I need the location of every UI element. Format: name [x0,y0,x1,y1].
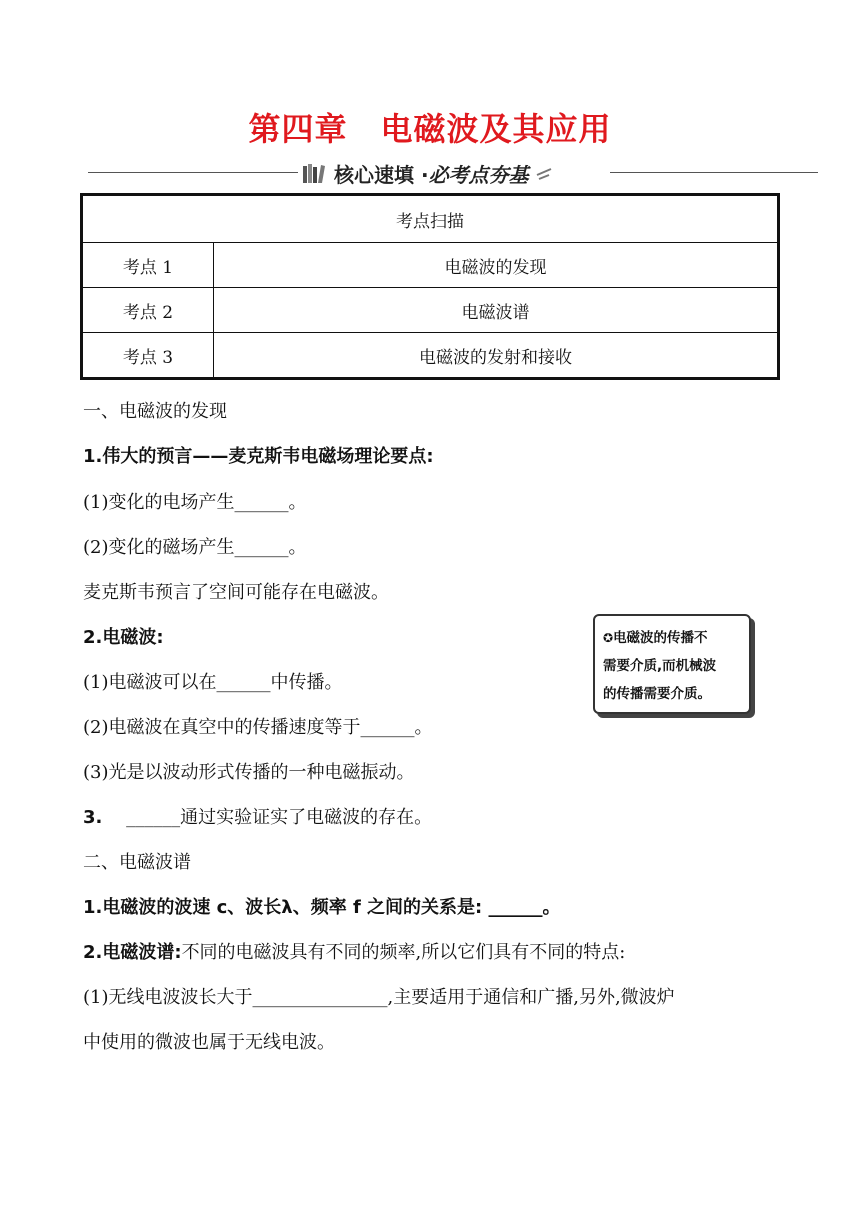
table-header: 考点扫描 [82,195,779,243]
section1-item1-c: 麦克斯韦预言了空间可能存在电磁波。 [83,582,389,603]
table-cell-value: 电磁波的发射和接收 [214,333,779,379]
banner-label [302,158,555,188]
table-cell-value: 电磁波谱 [214,288,779,333]
note-line-2: 需要介质,而机械波 [603,658,717,674]
section1-item3-text: ______通过实验证实了电磁波的存在。 [126,807,433,828]
table-row [82,333,779,379]
section1-item1: 1.伟大的预言——麦克斯韦电磁场理论要点: [83,446,434,467]
banner-rule-left [88,172,298,173]
section1-item2-a: (1)电磁波可以在______中传播。 [83,672,343,693]
banner-label-main: 核心速填 · [334,162,429,187]
exam-points-table [80,193,780,380]
banner-rule-right [610,172,818,173]
section1-item2-b: (2)电磁波在真空中的传播速度等于______。 [83,717,433,738]
section1-heading: 一、电磁波的发现 [83,401,227,422]
section1-item1-a: (1)变化的电场产生______。 [83,492,307,513]
section1-item3-number: 3. [83,807,103,828]
section2-item2-text: 不同的电磁波具有不同的频率,所以它们具有不同的特点: [181,942,626,963]
section-banner [88,158,818,188]
section1-item2: 2.电磁波: [83,627,164,648]
banner-label-italic: 必考点夯基 [428,162,529,187]
note-line-3: 的传播需要介质。 [603,686,711,702]
section2-item1: 1.电磁波的波速 c、波长λ、频率 f 之间的关系是: ______。 [83,897,561,918]
note-line-1: 电磁波的传播不 [613,630,708,646]
table-row [82,243,779,288]
table-cell-key: 考点 2 [82,288,214,333]
section1-item1-b: (2)变化的磁场产生______。 [83,537,307,558]
side-note [593,614,751,714]
star-icon: ✪ [603,631,614,645]
table-cell-key: 考点 1 [82,243,214,288]
table-cell-value: 电磁波的发现 [214,243,779,288]
table-cell-key: 考点 3 [82,333,214,379]
section2-item2-a-cont: 中使用的微波也属于无线电波。 [83,1032,335,1053]
table-row [82,288,779,333]
chapter-title: 第四章 电磁波及其应用 [248,110,612,148]
section2-heading: 二、电磁波谱 [83,852,191,873]
books-icon [302,162,328,184]
section2-item2 [83,938,625,964]
section2-item2-a: (1)无线电波波长大于_______________,主要适用于通信和广播,另外,微波炉 [83,987,675,1008]
section2-item2-label: 2.电磁波谱: [83,942,182,963]
section1-item2-c: (3)光是以波动形式传播的一种电磁振动。 [83,762,415,783]
sparkle-icon [533,163,555,183]
section1-item3 [83,803,432,829]
